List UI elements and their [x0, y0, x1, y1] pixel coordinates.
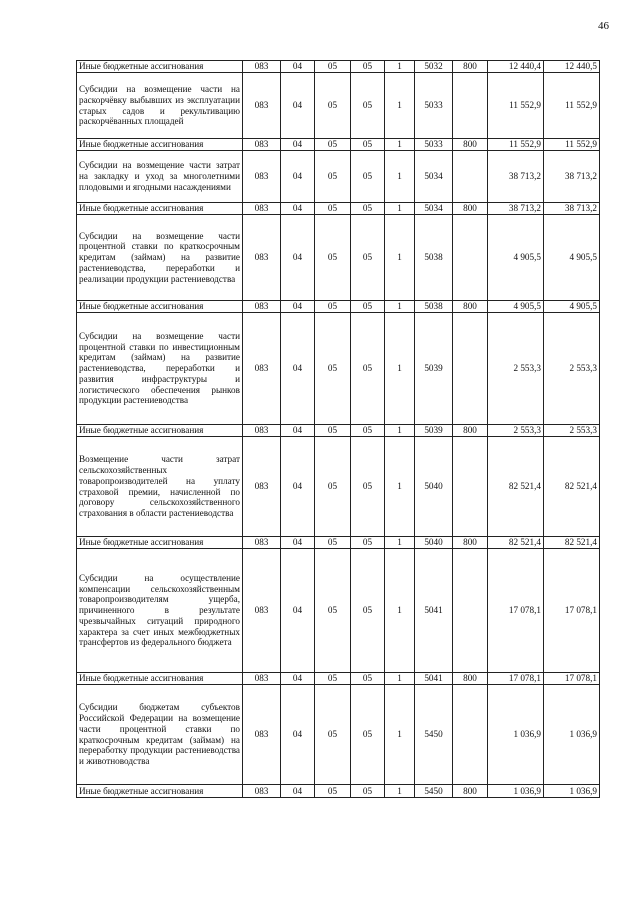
- amount-year-1: 1 036,9: [488, 785, 544, 798]
- expense-type-code: [453, 685, 488, 785]
- section-code: 04: [281, 73, 315, 139]
- row-name: Иные бюджетные ассигнования: [77, 139, 243, 151]
- section-code: 04: [281, 203, 315, 215]
- row-name: Субсидии на возмещение части на раскорчёвку выбывших из эксплуатации старых садов и рекультивацию раскорчёванных площадей: [77, 73, 243, 139]
- program-code: 05: [351, 215, 385, 301]
- page-number: 46: [598, 20, 609, 32]
- amount-year-2: 82 521,4: [544, 537, 600, 549]
- table-row: [77, 151, 600, 203]
- program-code: 05: [351, 151, 385, 203]
- amount-year-1: 4 905,5: [488, 215, 544, 301]
- table-row: [77, 73, 600, 139]
- subsection-code: 05: [315, 139, 351, 151]
- amount-year-2: 11 552,9: [544, 73, 600, 139]
- section-code: 04: [281, 151, 315, 203]
- program-code: 05: [351, 785, 385, 798]
- amount-year-1: 1 036,9: [488, 685, 544, 785]
- target-item-code: 5034: [415, 151, 453, 203]
- program-code: 05: [351, 437, 385, 537]
- table-row: [77, 537, 600, 549]
- subprogram-code: 1: [385, 425, 415, 437]
- ministry-code: 083: [243, 203, 281, 215]
- subsection-code: 05: [315, 437, 351, 537]
- subprogram-code: 1: [385, 73, 415, 139]
- table-row: [77, 139, 600, 151]
- expense-type-code: 800: [453, 301, 488, 313]
- program-code: 05: [351, 61, 385, 73]
- amount-year-2: 4 905,5: [544, 215, 600, 301]
- subprogram-code: 1: [385, 215, 415, 301]
- row-name: Субсидии на возмещение части затрат на закладку и уход за многолетними плодовыми и ягодными насаждениями: [77, 151, 243, 203]
- program-code: 05: [351, 203, 385, 215]
- target-item-code: 5038: [415, 215, 453, 301]
- ministry-code: 083: [243, 537, 281, 549]
- ministry-code: 083: [243, 73, 281, 139]
- subsection-code: 05: [315, 785, 351, 798]
- target-item-code: 5040: [415, 537, 453, 549]
- amount-year-2: 38 713,2: [544, 203, 600, 215]
- subsection-code: 05: [315, 301, 351, 313]
- row-name: Возмещение части затрат сельскохозяйственных товаропроизводителей на уплату страховой премии, начисленной по договору сельскохозяйственного страхования в области растениеводства: [77, 437, 243, 537]
- row-name: Иные бюджетные ассигнования: [77, 203, 243, 215]
- subsection-code: 05: [315, 61, 351, 73]
- table-row: [77, 203, 600, 215]
- amount-year-1: 2 553,3: [488, 425, 544, 437]
- subprogram-code: 1: [385, 685, 415, 785]
- expense-type-code: 800: [453, 139, 488, 151]
- program-code: 05: [351, 537, 385, 549]
- row-name: Иные бюджетные ассигнования: [77, 785, 243, 798]
- amount-year-1: 17 078,1: [488, 673, 544, 685]
- program-code: 05: [351, 685, 385, 785]
- row-name: Субсидии на осуществление компенсации сельскохозяйственным товаропроизводителям ущерба, причиненного в результате чрезвычайных ситуаций природного характера за счет иных межбюджетных трансфертов из федерального бюджета: [77, 549, 243, 673]
- target-item-code: 5034: [415, 203, 453, 215]
- section-code: 04: [281, 673, 315, 685]
- section-code: 04: [281, 313, 315, 425]
- amount-year-2: 11 552,9: [544, 139, 600, 151]
- program-code: 05: [351, 73, 385, 139]
- subsection-code: 05: [315, 549, 351, 673]
- target-item-code: 5041: [415, 549, 453, 673]
- section-code: 04: [281, 425, 315, 437]
- ministry-code: 083: [243, 61, 281, 73]
- subsection-code: 05: [315, 203, 351, 215]
- table-row: [77, 437, 600, 537]
- table-row: [77, 425, 600, 437]
- subprogram-code: 1: [385, 537, 415, 549]
- target-item-code: 5041: [415, 673, 453, 685]
- row-name: Субсидии на возмещение части процентной ставки по краткосрочным кредитам (займам) на развитие растениеводства, переработки и реализации продукции растениеводства: [77, 215, 243, 301]
- subsection-code: 05: [315, 425, 351, 437]
- subsection-code: 05: [315, 215, 351, 301]
- program-code: 05: [351, 301, 385, 313]
- subsection-code: 05: [315, 73, 351, 139]
- subsection-code: 05: [315, 313, 351, 425]
- expense-type-code: 800: [453, 425, 488, 437]
- row-name: Субсидии бюджетам субъектов Российской Федерации на возмещение части процентной ставки по краткосрочным кредитам (займам) на переработку продукции растениеводства и животноводства: [77, 685, 243, 785]
- amount-year-2: 38 713,2: [544, 151, 600, 203]
- amount-year-1: 82 521,4: [488, 537, 544, 549]
- target-item-code: 5039: [415, 313, 453, 425]
- section-code: 04: [281, 549, 315, 673]
- amount-year-1: 4 905,5: [488, 301, 544, 313]
- subprogram-code: 1: [385, 61, 415, 73]
- subprogram-code: 1: [385, 549, 415, 673]
- amount-year-2: 17 078,1: [544, 549, 600, 673]
- amount-year-2: 82 521,4: [544, 437, 600, 537]
- target-item-code: 5450: [415, 785, 453, 798]
- ministry-code: 083: [243, 437, 281, 537]
- table-row: [77, 61, 600, 73]
- section-code: 04: [281, 215, 315, 301]
- row-name: Субсидии на возмещение части процентной ставки по инвестиционным кредитам (займам) на развитие растениеводства, переработки и развития инфраструктуры и логистического обеспечения рынков продукции растениеводства: [77, 313, 243, 425]
- ministry-code: 083: [243, 685, 281, 785]
- ministry-code: 083: [243, 139, 281, 151]
- target-item-code: 5033: [415, 139, 453, 151]
- row-name: Иные бюджетные ассигнования: [77, 61, 243, 73]
- program-code: 05: [351, 313, 385, 425]
- expense-type-code: [453, 549, 488, 673]
- table-row: [77, 685, 600, 785]
- row-name: Иные бюджетные ассигнования: [77, 537, 243, 549]
- row-name: Иные бюджетные ассигнования: [77, 301, 243, 313]
- subprogram-code: 1: [385, 785, 415, 798]
- program-code: 05: [351, 673, 385, 685]
- subprogram-code: 1: [385, 673, 415, 685]
- target-item-code: 5040: [415, 437, 453, 537]
- section-code: 04: [281, 139, 315, 151]
- amount-year-1: 2 553,3: [488, 313, 544, 425]
- target-item-code: 5038: [415, 301, 453, 313]
- table-row: [77, 313, 600, 425]
- amount-year-2: 4 905,5: [544, 301, 600, 313]
- table-row: [77, 215, 600, 301]
- program-code: 05: [351, 425, 385, 437]
- amount-year-2: 12 440,5: [544, 61, 600, 73]
- table-row: [77, 549, 600, 673]
- amount-year-2: 17 078,1: [544, 673, 600, 685]
- expense-type-code: 800: [453, 203, 488, 215]
- row-name: Иные бюджетные ассигнования: [77, 673, 243, 685]
- section-code: 04: [281, 685, 315, 785]
- expense-type-code: 800: [453, 785, 488, 798]
- target-item-code: 5450: [415, 685, 453, 785]
- ministry-code: 083: [243, 313, 281, 425]
- ministry-code: 083: [243, 215, 281, 301]
- expense-type-code: [453, 151, 488, 203]
- subprogram-code: 1: [385, 301, 415, 313]
- section-code: 04: [281, 437, 315, 537]
- subsection-code: 05: [315, 151, 351, 203]
- expense-type-code: [453, 313, 488, 425]
- expense-type-code: [453, 215, 488, 301]
- section-code: 04: [281, 537, 315, 549]
- expense-type-code: 800: [453, 673, 488, 685]
- expense-type-code: [453, 73, 488, 139]
- amount-year-1: 38 713,2: [488, 203, 544, 215]
- table-row: [77, 673, 600, 685]
- amount-year-1: 38 713,2: [488, 151, 544, 203]
- amount-year-1: 11 552,9: [488, 73, 544, 139]
- subprogram-code: 1: [385, 151, 415, 203]
- table-row: [77, 301, 600, 313]
- program-code: 05: [351, 549, 385, 673]
- ministry-code: 083: [243, 301, 281, 313]
- expense-type-code: [453, 437, 488, 537]
- ministry-code: 083: [243, 549, 281, 673]
- subprogram-code: 1: [385, 313, 415, 425]
- target-item-code: 5039: [415, 425, 453, 437]
- ministry-code: 083: [243, 673, 281, 685]
- section-code: 04: [281, 301, 315, 313]
- section-code: 04: [281, 61, 315, 73]
- target-item-code: 5032: [415, 61, 453, 73]
- subprogram-code: 1: [385, 437, 415, 537]
- subprogram-code: 1: [385, 203, 415, 215]
- ministry-code: 083: [243, 151, 281, 203]
- expense-type-code: 800: [453, 61, 488, 73]
- amount-year-1: 11 552,9: [488, 139, 544, 151]
- table-row: [77, 785, 600, 798]
- amount-year-1: 82 521,4: [488, 437, 544, 537]
- target-item-code: 5033: [415, 73, 453, 139]
- amount-year-2: 1 036,9: [544, 685, 600, 785]
- subsection-code: 05: [315, 673, 351, 685]
- amount-year-2: 2 553,3: [544, 425, 600, 437]
- section-code: 04: [281, 785, 315, 798]
- ministry-code: 083: [243, 785, 281, 798]
- amount-year-2: 1 036,9: [544, 785, 600, 798]
- budget-allocation-table: [76, 60, 600, 798]
- amount-year-2: 2 553,3: [544, 313, 600, 425]
- program-code: 05: [351, 139, 385, 151]
- row-name: Иные бюджетные ассигнования: [77, 425, 243, 437]
- expense-type-code: 800: [453, 537, 488, 549]
- subsection-code: 05: [315, 685, 351, 785]
- subprogram-code: 1: [385, 139, 415, 151]
- ministry-code: 083: [243, 425, 281, 437]
- amount-year-1: 12 440,4: [488, 61, 544, 73]
- amount-year-1: 17 078,1: [488, 549, 544, 673]
- subsection-code: 05: [315, 537, 351, 549]
